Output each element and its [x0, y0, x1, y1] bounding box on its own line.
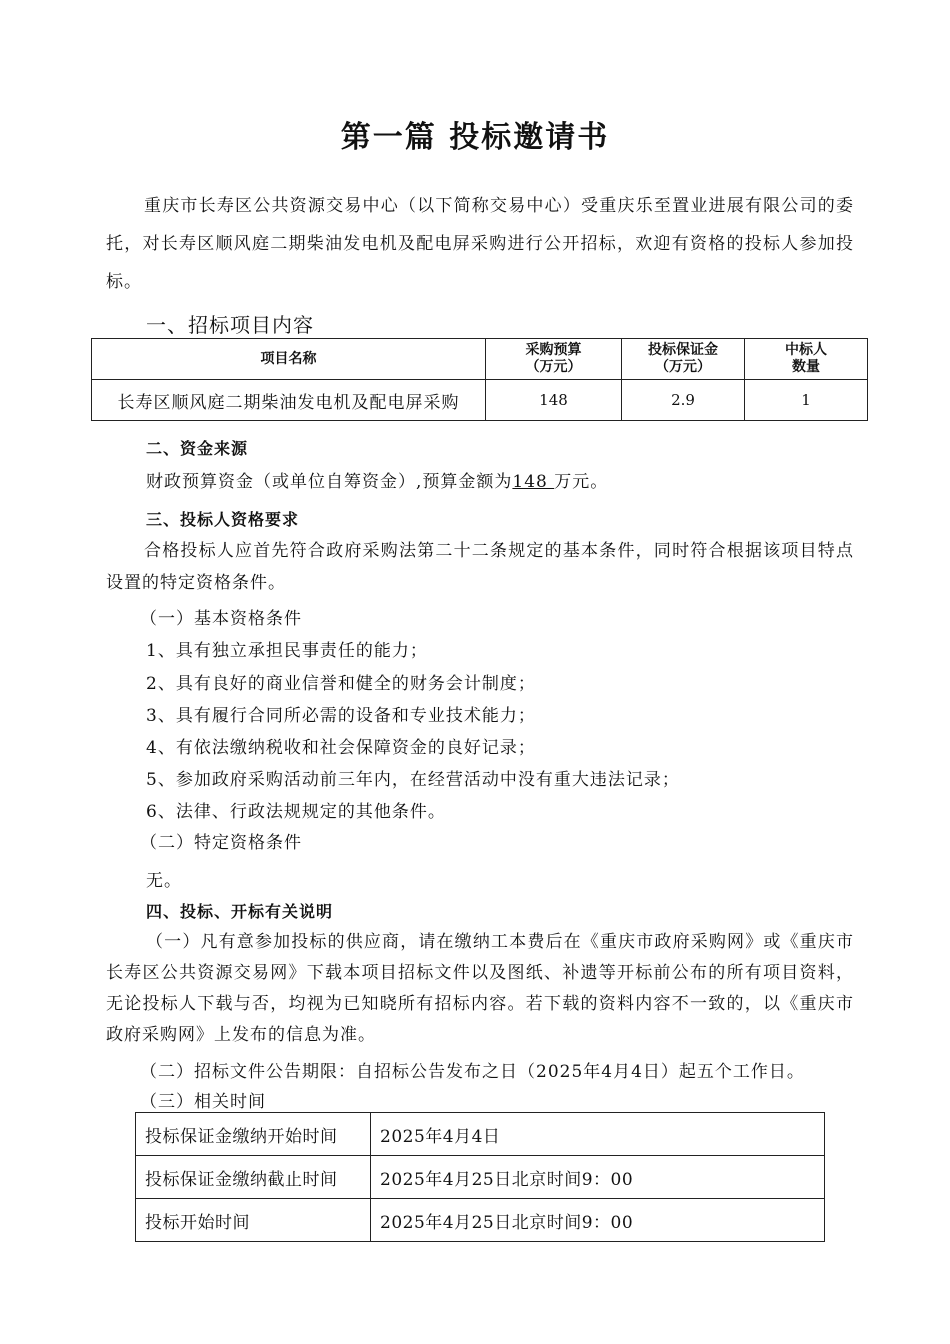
budget-amount: 148 — [512, 472, 555, 492]
time-label: 投标保证金缴纳截止时间 — [136, 1156, 371, 1199]
basic-conditions-heading: （一）基本资格条件 — [140, 609, 302, 629]
page-title: 第一篇 投标邀请书 — [340, 120, 610, 155]
time-label: 投标开始时间 — [136, 1199, 371, 1242]
list-item: 5、参加政府采购活动前三年内，在经营活动中没有重大违法记录； — [146, 770, 680, 790]
section-4-heading: 四、投标、开标有关说明 — [146, 902, 334, 921]
specific-conditions-heading: （二）特定资格条件 — [140, 833, 302, 853]
table-row — [92, 380, 868, 421]
time-value: 2025年4月25日北京时间9：00 — [371, 1156, 825, 1199]
cell-deposit: 2.9 — [622, 380, 745, 421]
list-item: 6、法律、行政法规规定的其他条件。 — [146, 802, 446, 822]
cell-project-name: 长寿区顺风庭二期柴油发电机及配电屏采购 — [92, 380, 486, 421]
section-3-heading: 三、投标人资格要求 — [146, 510, 300, 529]
table-row — [136, 1156, 825, 1199]
notice-period-text: （二）招标文件公告期限：自招标公告发布之日（2025年4月4日）起五个工作日。 — [140, 1062, 805, 1082]
specific-conditions-none: 无。 — [146, 871, 182, 891]
time-value: 2025年4月25日北京时间9：00 — [371, 1199, 825, 1242]
table-header-row — [92, 339, 868, 380]
table-row — [136, 1199, 825, 1242]
cell-budget: 148 — [486, 380, 622, 421]
header-project-name: 项目名称 — [92, 339, 486, 380]
list-item: 1、具有独立承担民事责任的能力； — [146, 641, 428, 661]
header-winner-count: 中标人 数量 — [745, 339, 868, 380]
list-item: 4、有依法缴纳税收和社会保障资金的良好记录； — [146, 738, 536, 758]
header-budget: 采购预算 （万元） — [486, 339, 622, 380]
times-table — [135, 1112, 825, 1242]
qualification-intro: 合格投标人应首先符合政府采购法第二十二条规定的基本条件，同时符合根据该项目特点设置的特定资格条件。 — [106, 541, 854, 593]
funding-text: 财政预算资金（或单位自筹资金）,预算金额为148 万元。 — [146, 472, 609, 492]
section-2-heading: 二、资金来源 — [146, 439, 249, 458]
cell-winner-count: 1 — [745, 380, 868, 421]
time-value: 2025年4月4日 — [371, 1113, 825, 1156]
download-paragraph: （一）凡有意参加投标的供应商，请在缴纳工本费后在《重庆市政府采购网》或《重庆市长寿区公共资源交易网》下载本项目招标文件以及图纸、补遗等开标前公布的所有项目资料，无论投标人下载与否，均视为已知晓所有招标内容。若下载的资料内容不一致的，以《重庆市政府采购网》上发布的信息为准。 — [106, 932, 854, 1045]
project-table — [91, 338, 868, 421]
intro-paragraph: 重庆市长寿区公共资源交易中心（以下简称交易中心）受重庆乐至置业进展有限公司的委托，对长寿区顺风庭二期柴油发电机及配电屏采购进行公开招标，欢迎有资格的投标人参加投标。 — [106, 196, 854, 292]
time-label: 投标保证金缴纳开始时间 — [136, 1113, 371, 1156]
list-item: 3、具有履行合同所必需的设备和专业技术能力； — [146, 706, 536, 726]
header-deposit: 投标保证金 （万元） — [622, 339, 745, 380]
related-times-heading: （三）相关时间 — [140, 1092, 266, 1112]
table-row — [136, 1113, 825, 1156]
section-1-heading: 一、招标项目内容 — [146, 313, 314, 337]
list-item: 2、具有良好的商业信誉和健全的财务会计制度； — [146, 674, 536, 694]
